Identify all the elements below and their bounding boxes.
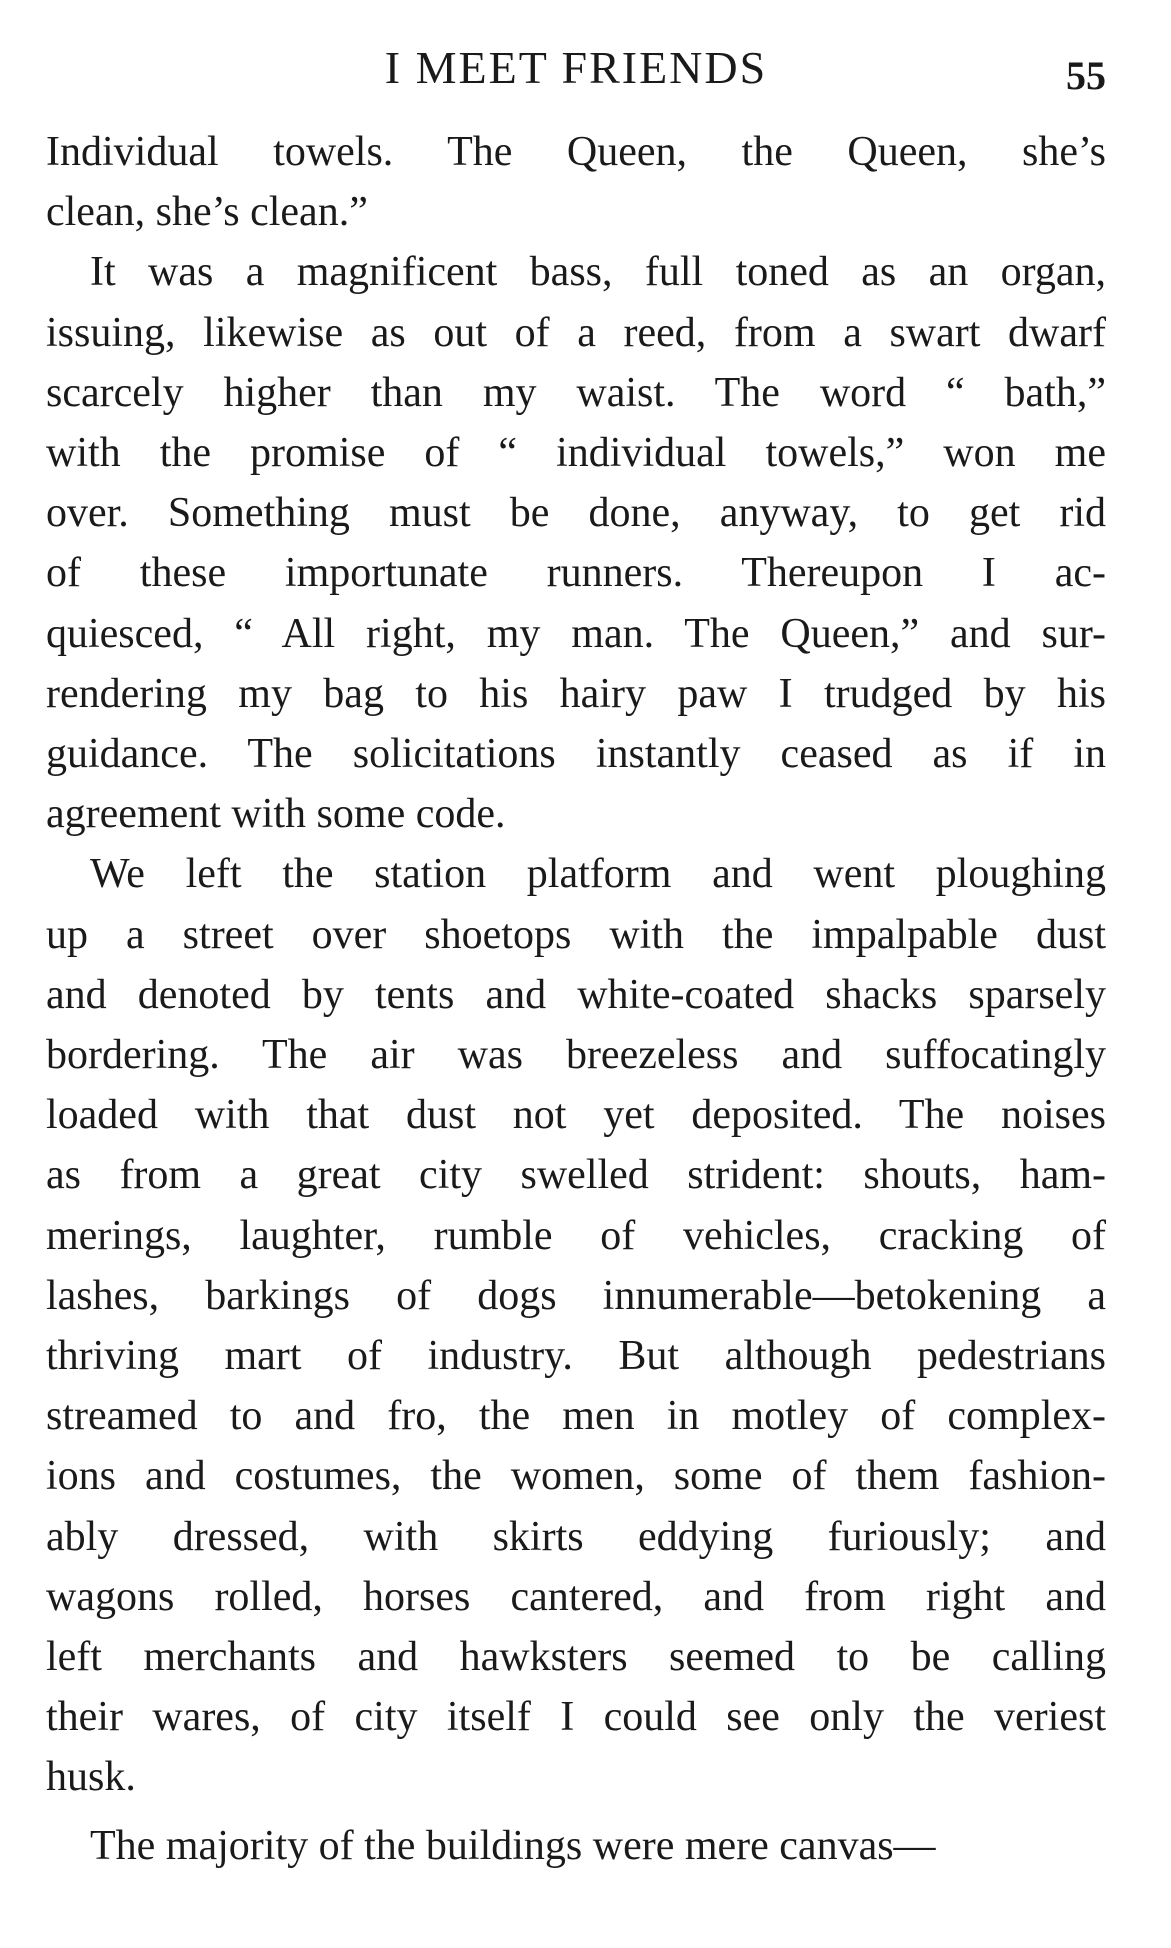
text-line: clean, she’s clean.” [46,189,368,236]
text-line: over. Something must be done, anyway, to get rid [46,490,1106,537]
text-line: left merchants and hawksters seemed to be calling [46,1634,1106,1681]
text-line: ably dressed, with skirts eddying furiously; and [46,1513,1106,1560]
text-line: guidance. The solicitations instantly ceased as if in [46,731,1106,778]
text-line: lashes, barkings of dogs innumerable—betokening a [46,1272,1106,1319]
running-title: I MEET FRIENDS [384,42,768,93]
text-line: It was a magnificent bass, full toned as an organ, [90,249,1106,296]
text-line: scarcely higher than my waist. The word “ bath,” [46,369,1106,416]
text-line: rendering my bag to his hairy paw I trudged by his [46,670,1106,717]
paragraph [46,122,1106,242]
text-line: thriving mart of industry. But although pedestrians [46,1333,1106,1380]
text-line: up a street over shoetops with the impalpable dust [46,911,1106,958]
text-line: issuing, likewise as out of a reed, from a swart dwarf [46,309,1106,356]
text-line: and denoted by tents and white-coated shacks sparsely [46,971,1106,1018]
paragraph [46,844,1106,1807]
text-line: We left the station platform and went ploughing [90,851,1106,898]
text-line: their wares, of city itself I could see only the veriest [46,1694,1106,1741]
text-line: merings, laughter, rumble of vehicles, cracking of [46,1212,1106,1259]
text-line: bordering. The air was breezeless and suffocatingly [46,1032,1106,1079]
text-line: streamed to and fro, the men in motley of complex- [46,1393,1106,1440]
text-line: ions and costumes, the women, some of them fashion- [46,1453,1106,1500]
text-line: Individual towels. The Queen, the Queen, she’s [46,129,1106,175]
text-line: with the promise of “ individual towels,” won me [46,430,1106,477]
paragraph [46,242,1106,844]
page-number: 55 [1066,53,1106,98]
text-line: quiesced, “ All right, my man. The Queen,” and sur- [46,610,1106,657]
paragraph [46,1816,1106,1876]
text-line: husk. [46,1754,136,1801]
text-line: wagons rolled, horses cantered, and from right and [46,1573,1106,1620]
body-text [46,122,1106,1876]
text-line: loaded with that dust not yet deposited. The noises [46,1092,1106,1139]
text-line: The majority of the buildings were mere canvas— [90,1822,936,1869]
running-head [46,36,1106,96]
text-line: as from a great city swelled strident: shouts, ham- [46,1152,1106,1199]
text-line: of these importunate runners. Thereupon I ac- [46,550,1106,597]
text-line: agreement with some code. [46,791,506,838]
